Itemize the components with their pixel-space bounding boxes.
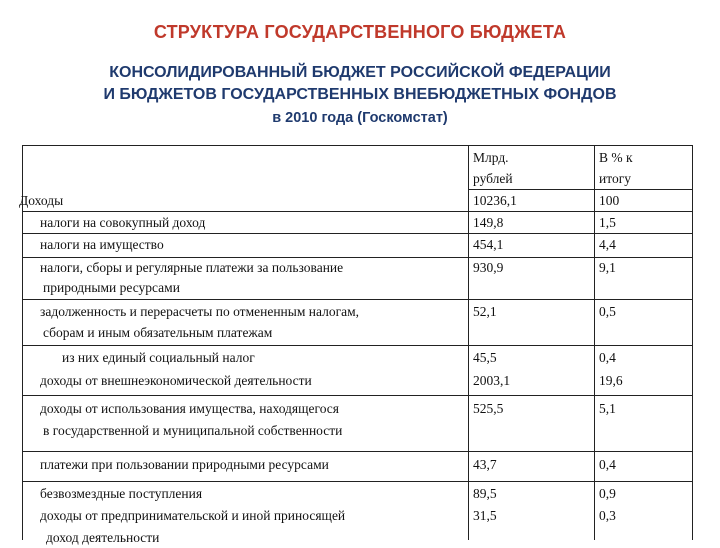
row-percent: 0,4 [599,457,616,472]
row-percent: 0,3 [599,508,616,523]
header-percent-line-1: В % к [599,150,633,165]
row-percent: 0,9 [599,486,616,501]
row-percent: 5,1 [599,401,616,416]
table-rule [22,345,693,346]
header-unit-line-1: Млрд. [473,150,509,165]
row-label-continued: природными ресурсами [43,280,180,295]
row-value: 89,5 [473,486,497,501]
row-label: из них единый социальный налог [62,350,255,365]
table-rule [22,481,693,482]
row-value: 10236,1 [473,193,517,208]
row-value: 2003,1 [473,373,511,388]
row-percent: 100 [599,193,620,208]
row-label-continued: доход деятельности [46,530,160,545]
subtitle-line-3: в 2010 года (Госкомстат) [272,110,448,126]
row-value: 454,1 [473,237,504,252]
row-percent: 4,4 [599,237,616,252]
row-value: 149,8 [473,215,504,230]
slide-title: СТРУКТУРА ГОСУДАРСТВЕННОГО БЮДЖЕТА [153,22,567,42]
row-value: 52,1 [473,304,497,319]
row-label: налоги на имущество [40,237,164,252]
row-value: 45,5 [473,350,497,365]
row-label: налоги на совокупный доход [40,215,206,230]
row-label: платежи при пользовании природными ресурсами [40,457,329,472]
row-percent: 19,6 [599,373,623,388]
row-label: Доходы [19,193,64,208]
row-value: 525,5 [473,401,504,416]
row-percent: 0,5 [599,304,616,319]
row-percent: 1,5 [599,215,616,230]
budget-table [19,145,692,545]
subtitle-line-2: И БЮДЖЕТОВ ГОСУДАРСТВЕННЫХ ВНЕБЮДЖЕТНЫХ ФОНДОВ [103,86,617,103]
row-label: налоги, сборы и регулярные платежи за пользование [40,260,344,275]
row-percent: 9,1 [599,260,616,275]
row-value: 31,5 [473,508,497,523]
row-value: 930,9 [473,260,504,275]
table-border-top [22,145,693,146]
table-rule [22,299,693,300]
row-label: доходы от предпринимательской и иной приносящей [40,508,346,523]
row-label: доходы от использования имущества, находящегося [40,401,340,416]
subtitle-line-1: КОНСОЛИДИРОВАННЫЙ БЮДЖЕТ РОССИЙСКОЙ ФЕДЕРАЦИИ [109,64,611,81]
table-rule [22,451,693,452]
row-label-continued: в государственной и муниципальной собственности [43,423,343,438]
header-percent-line-2: итогу [599,171,631,186]
header-unit-line-2: рублей [473,171,513,186]
row-value: 43,7 [473,457,497,472]
row-percent: 0,4 [599,350,616,365]
table-rule [468,189,693,190]
row-label: безвозмездные поступления [40,486,203,501]
row-label-continued: сборам и иным обязательным платежам [43,325,273,340]
row-label: задолженность и перерасчеты по отмененным налогам, [40,304,360,319]
row-label: доходы от внешнеэкономической деятельности [40,373,312,388]
table-rule [22,233,693,234]
table-rule [22,395,693,396]
table-rule [22,211,693,212]
